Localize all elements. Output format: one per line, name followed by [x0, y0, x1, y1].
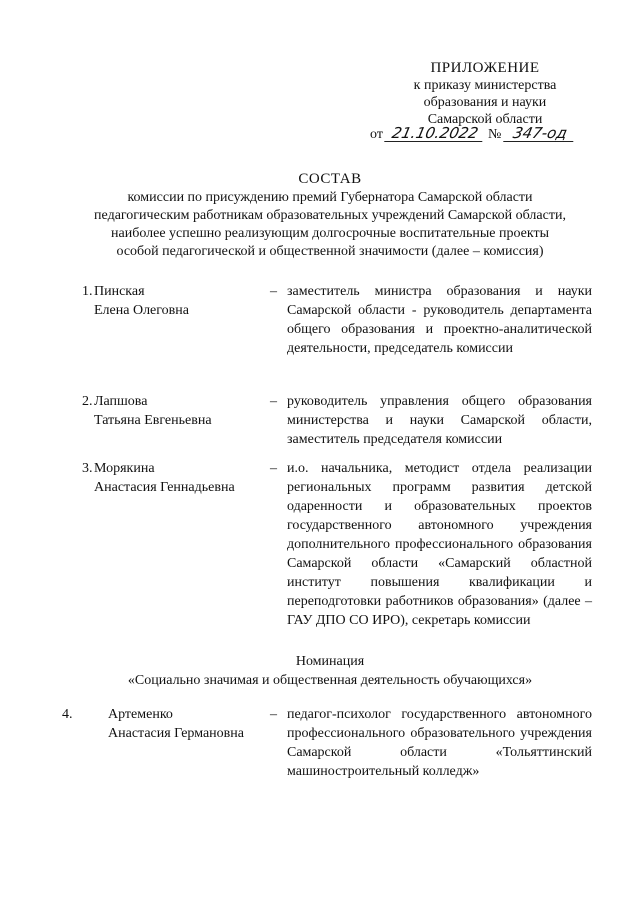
member-name [82, 282, 262, 320]
appendix-line-1: к приказу министерства [413, 78, 557, 93]
member-index: 1. [82, 284, 93, 299]
nomination-label: Номинация [295, 654, 365, 669]
appendix-header [360, 60, 610, 128]
title-heading: СОСТАВ [298, 171, 362, 187]
member-index: 3. [82, 461, 93, 476]
appendix-heading: ПРИЛОЖЕНИЕ [430, 60, 540, 76]
title-line-2: педагогическим работникам образовательных учреждений Самарской области, [94, 208, 566, 223]
order-reference [370, 125, 620, 145]
member-index: 4. [62, 707, 73, 722]
member-given-name: Анастасия Геннадьевна [94, 480, 235, 495]
member-index: 2. [82, 394, 93, 409]
member-surname: Пинская [94, 284, 145, 299]
nomination-name: «Социально значимая и общественная деятельность обучающихся» [127, 673, 533, 688]
title-line-4: особой педагогической и общественной значимости (далее – комиссия) [116, 244, 544, 259]
member-name [108, 705, 288, 743]
nomination-block [40, 652, 620, 690]
document-title [40, 170, 620, 261]
member-surname: Артеменко [108, 707, 173, 722]
title-line-1: комиссии по присуждению премий Губернатора Самарской области [127, 190, 533, 205]
member-dash: – [270, 394, 277, 409]
member-role: и.о. начальника, методист отдела реализации региональных программ развития детской одаренности и образовательных проектов государственного автономного учреждения дополнительного профессионального образования Самарской области «Самарский областной институт повышения квалификации и переподготовки работников образования» (далее – ГАУ ДПО СО ИРО), секретарь комиссии [287, 461, 592, 628]
member-name [82, 459, 262, 497]
member-role: руководитель управления общего образования министерства и науки Самарской области, заместитель председателя комиссии [287, 394, 592, 447]
member-dash: – [270, 707, 277, 722]
order-from-label: от [370, 127, 383, 142]
order-number: 347-од [503, 125, 577, 142]
member-role: заместитель министра образования и науки Самарской области - руководитель департамента общего образования и проектно-аналитической деятельности, председатель комиссии [287, 284, 592, 356]
member-name [82, 392, 262, 430]
member-role: педагог-психолог государственного автономного профессионального образовательного учреждения Самарской области «Тольяттинский машиностроительный колледж» [287, 707, 592, 779]
appendix-line-3: Самарской области [427, 112, 543, 127]
member-given-name: Елена Олеговна [94, 303, 189, 318]
appendix-line-2: образования и науки [423, 95, 547, 110]
member-given-name: Анастасия Германовна [108, 726, 244, 741]
member-dash: – [270, 284, 277, 299]
title-line-3: наиболее успешно реализующим долгосрочные воспитательные проекты [111, 226, 549, 241]
member-surname: Морякина [94, 461, 155, 476]
order-date: 21.10.2022 [385, 125, 487, 142]
member-dash: – [270, 461, 277, 476]
order-number-label: № [487, 127, 502, 142]
member-surname: Лапшова [94, 394, 148, 409]
member-given-name: Татьяна Евгеньевна [94, 413, 212, 428]
